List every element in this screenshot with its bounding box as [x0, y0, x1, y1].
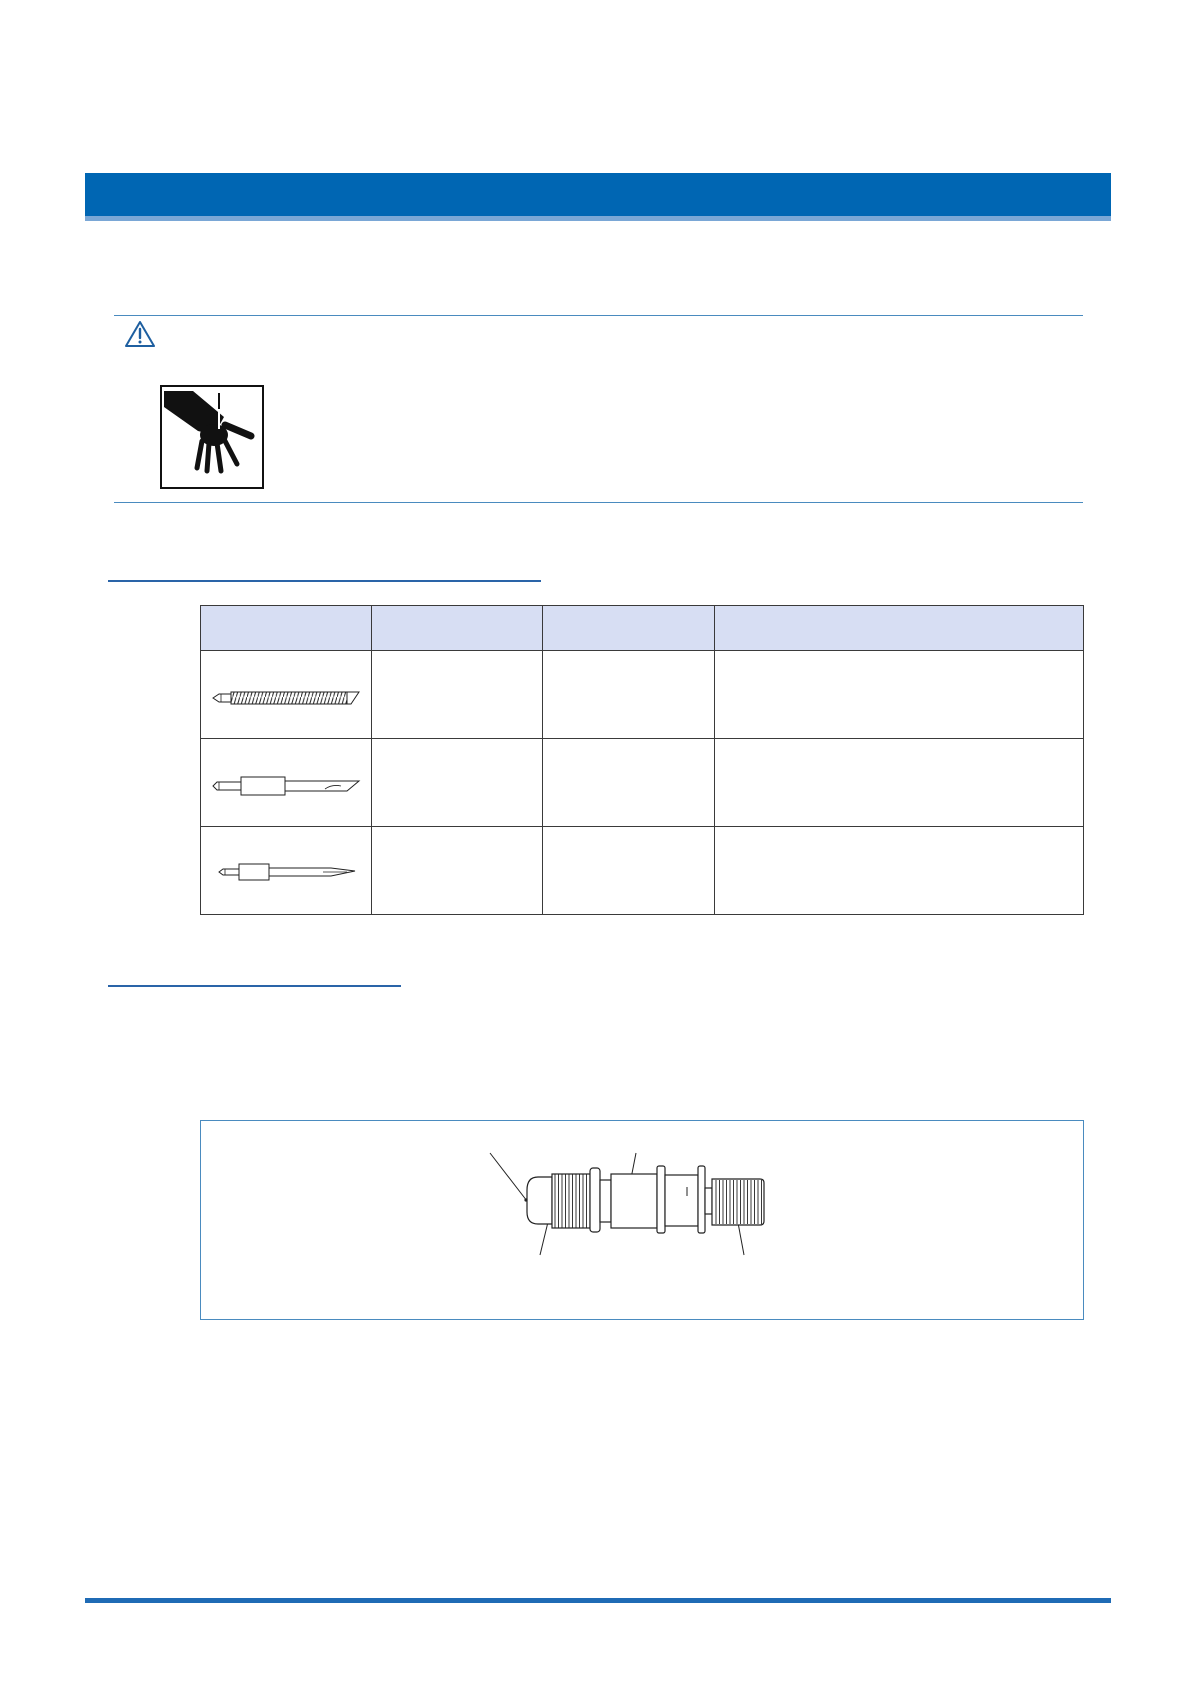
table-header-cell [372, 606, 543, 651]
table-cell [372, 827, 543, 915]
section-heading-rule [108, 580, 541, 582]
table-cell [372, 739, 543, 827]
footer-rule [85, 1598, 1111, 1603]
table-cell [543, 651, 715, 739]
caution-bottom-rule [114, 502, 1083, 503]
header-bar [85, 173, 1111, 221]
blade-table [200, 605, 1084, 915]
warning-triangle-icon [124, 320, 156, 348]
collared-blade-icon [211, 773, 361, 799]
table-row [201, 827, 1084, 915]
table-cell [715, 827, 1084, 915]
tapered-blade-icon [211, 859, 361, 885]
callout-leader-line [540, 1222, 548, 1255]
table-header-cell [201, 606, 372, 651]
blade-image-cell [201, 739, 372, 827]
callout-leader-line [490, 1153, 527, 1201]
table-cell [543, 827, 715, 915]
table-header-cell [543, 606, 715, 651]
blade-image-cell [201, 651, 372, 739]
caution-top-rule [114, 315, 1083, 316]
table-cell [715, 739, 1084, 827]
hand-cut-hazard-icon [160, 385, 264, 489]
table-cell [543, 739, 715, 827]
table-row [201, 739, 1084, 827]
table-header-row [201, 606, 1084, 651]
table-header-cell [715, 606, 1084, 651]
table-cell [715, 651, 1084, 739]
blade-plunger-icon [480, 1140, 780, 1270]
blade-image-cell [201, 827, 372, 915]
table-row [201, 651, 1084, 739]
table-cell [372, 651, 543, 739]
section-heading-rule [108, 985, 401, 987]
threaded-blade-icon [211, 685, 361, 711]
